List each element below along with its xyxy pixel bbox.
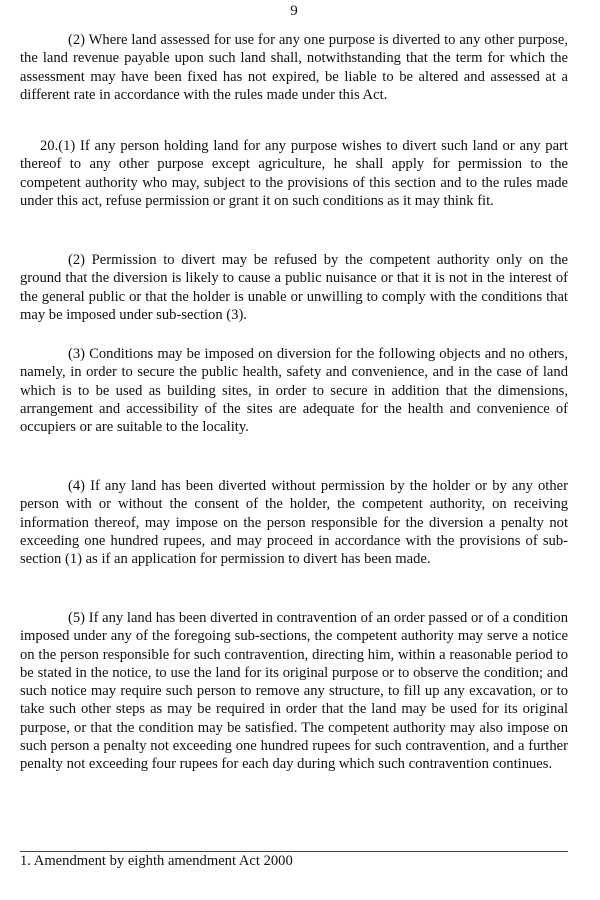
document-page	[20, 0, 568, 900]
paragraph-section-20-1: 20.(1) If any person holding land for any purpose wishes to divert such land or any part thereof to any other purpose except agriculture, he shall apply for permission to the competent authority who may, subject to the provisions of this section and to the rules made under this act, refuse permission or grant it on such conditions as it may think fit.	[20, 138, 568, 209]
paragraph-subsection-2-refusal: (2) Permission to divert may be refused by the competent authority only on the ground that the diversion is likely to cause a public nuisance or that it is not in the interest of the general public or that the holder is unable or unwilling to comply with the conditions that may be imposed under sub-section (3).	[20, 252, 568, 323]
paragraph-subsection-3-conditions: (3) Conditions may be imposed on diversion for the following objects and no others, namely, in order to secure the public health, safety and convenience, and in the case of land which is to be used as building sites, in order to secure in addition that the dimensions, arrangement and accessibility of the sites are adequate for the health and convenience of occupiers or are suitable to the locality.	[20, 346, 568, 436]
page-number: 9	[290, 3, 298, 19]
paragraph-subsection-2-land-revenue: (2) Where land assessed for use for any one purpose is diverted to any other purpose, the land revenue payable upon such land shall, notwithstanding that the term for which the assessment may have been fixed has not expired, be liable to be altered and assessed at a different rate in accordance with the rules made under this Act.	[20, 32, 568, 103]
paragraph-subsection-5-contravention: (5) If any land has been diverted in contravention of an order passed or of a condition imposed under any of the foregoing sub-sections, the competent authority may serve a notice on the person responsible for such contravention, directing him, within a reasonable period to be stated in the notice, to use the land for its original purpose or to observe the condition; and such notice may require such person to remove any structure, to fill up any excavation, or to take such other steps as may be required in order that the land may be used for its original purpose, or that the condition may be satisfied. The competent authority may also impose on such person a penalty not exceeding one hundred rupees for such contravention, and a further penalty not exceeding four rupees for each day during which such contravention continues.	[20, 610, 568, 773]
footnote: 1. Amendment by eighth amendment Act 2000	[20, 853, 293, 869]
paragraph-subsection-4-penalty: (4) If any land has been diverted without permission by the holder or by any other person with or without the consent of the holder, the competent authority, on receiving information thereof, may impose on the person responsible for the diversion a penalty not exceeding one hundred rupees, and may proceed in accordance with the provisions of sub-section (1) as if an application for permission to divert has been made.	[20, 478, 568, 568]
